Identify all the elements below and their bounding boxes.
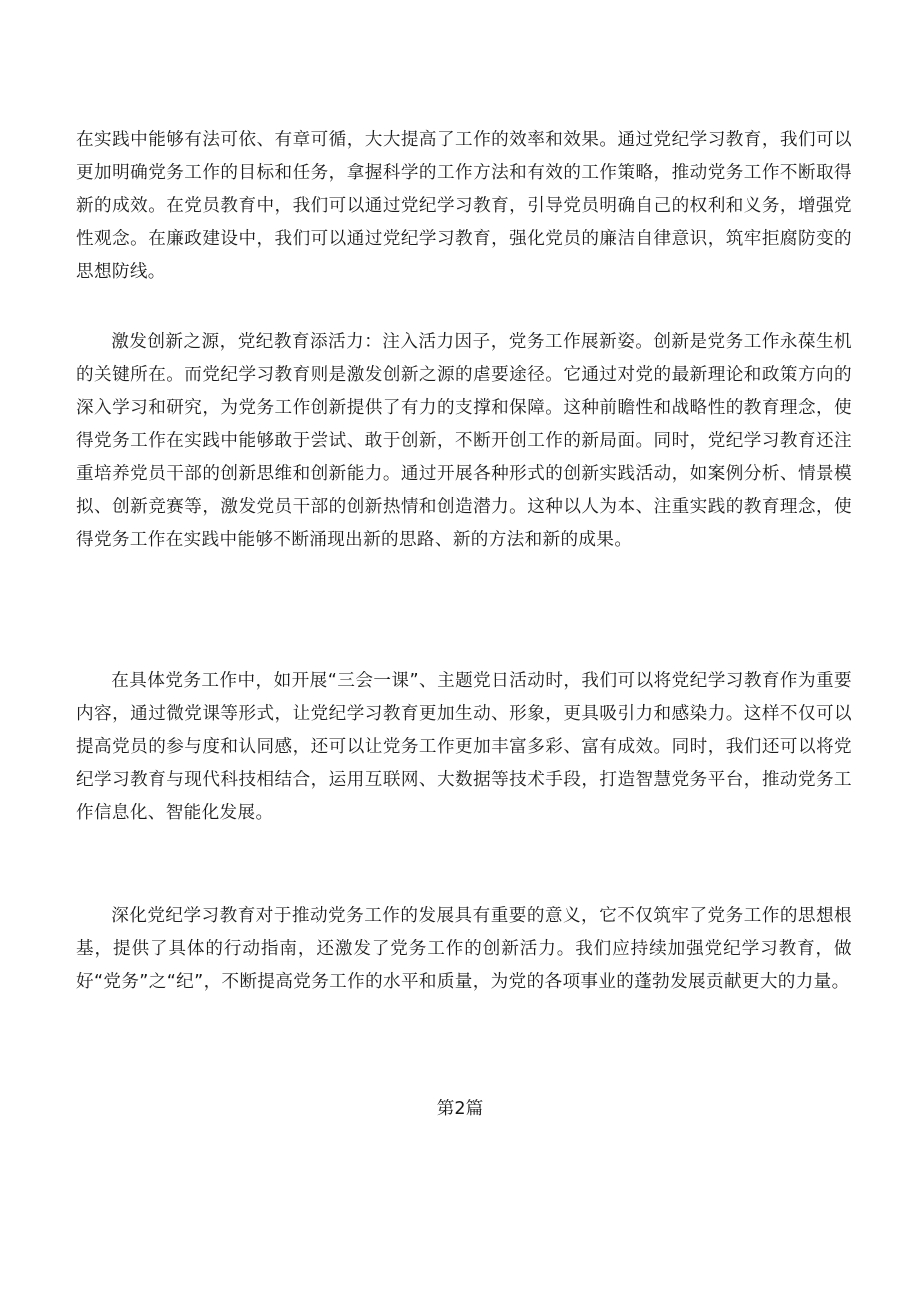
paragraph-1: 在实践中能够有法可依、有章可循，大大提高了工作的效率和效果。通过党纪学习教育，我们可以更加明确党务工作的目标和任务，拿握科学的工作方法和有效的工作策略，推动党务工作不断取得新的成效。在党员教育中，我们可以通过党纪学习教育，引导党员明确自己的权利和义务，增强党性观念。在廉政建设中，我们可以通过党纪学习教育，强化党员的廉洁自律意识，筑牢拒腐防变的思想防线。 bbox=[76, 130, 852, 282]
section-title: 第2篇 bbox=[436, 1099, 484, 1119]
paragraph-2: 激发创新之源，党纪教育添活力：注入活力因子，党务工作展新姿。创新是党务工作永葆生机的关键所在。而党纪学习教育则是激发创新之源的虐要途径。它通过对党的最新理论和政策方向的深入学习和研究，为党务工作创新提供了有力的支撑和保障。这种前瞻性和战略性的教育理念，使得党务工作在实践中能够敢于尝试、敢于创新，不断开创工作的新局面。同时，党纪学习教育还注重培养党员干部的创新思维和创新能力。通过开展各种形式的创新实践活动，如案例分析、情景模拟、创新竞赛等，激发党员干部的创新热情和创造潜力。这种以人为本、注重实践的教育理念，使得党务工作在实践中能够不断涌现出新的思路、新的方法和新的成果。 bbox=[76, 332, 852, 550]
paragraph-4: 深化党纪学习教育对于推动党务工作的发展具有重要的意义，它不仅筑牢了党务工作的思想根基，提供了具体的行动指南，还激发了党务工作的创新活力。我们应持续加强党纪学习教育，做好“党务”之“纪”，不断提高党务工作的水平和质量，为党的各项事业的蓬勃发展贡献更大的力量。 bbox=[76, 906, 852, 992]
paragraph-3: 在具体党务工作中，如开展“三会一课”、主题党日活动时，我们可以将党纪学习教育作为重要内容，通过微党课等形式，让党纪学习教育更加生动、形象，更具吸引力和感染力。这样不仅可以提高党员的参与度和认同感，还可以让党务工作更加丰富多彩、富有成效。同时，我们还可以将党纪学习教育与现代科技相结合，运用互联网、大数据等技术手段，打造智慧党务平台，推动党务工作信息化、智能化发展。 bbox=[76, 671, 852, 823]
